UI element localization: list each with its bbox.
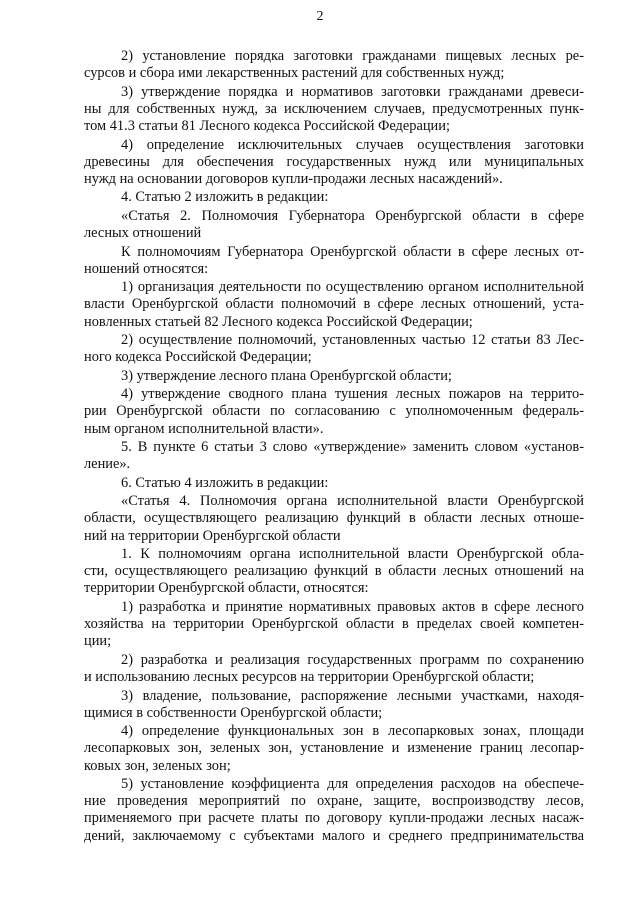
text-line: 2) разработка и реализация государственных программ по сохранению [121, 651, 584, 668]
text-line: ление». [84, 456, 131, 473]
text-line: 1) организация деятельности по осуществлению органом исполнительной [121, 279, 584, 296]
text-line: применяемого при расчете платы по договору купли-продажи лесных насаж- [84, 810, 584, 827]
text-line: лесопарковых зон, зеленых зон, установление и изменение границ лесопар- [84, 740, 584, 757]
text-line: 6. Статью 4 изложить в редакции: [121, 474, 329, 491]
text-line: хозяйства на территории Оренбургской области в пределах своей компетен- [84, 616, 584, 633]
text-line: 1) разработка и принятие нормативных правовых актов в сфере лесного [121, 598, 584, 615]
text-line: ковых зон, зеленых зон; [84, 757, 231, 774]
text-line: «Статья 2. Полномочия Губернатора Оренбургской области в сфере [121, 207, 584, 224]
text-line: ции; [84, 633, 112, 650]
page-number: 2 [316, 9, 324, 24]
text-line: 4) определение исключительных случаев осуществления заготовки [121, 136, 584, 153]
text-line: и использованию лесных ресурсов на территории Оренбургской области; [84, 669, 535, 686]
text-line: 3) владение, пользование, распоряжение лесными участками, находя- [121, 687, 584, 704]
text-line: сурсов и сбора ими лекарственных растений для собственных нужд; [84, 65, 505, 82]
text-line: новленных статьей 82 Лесного кодекса Российской Федерации; [84, 313, 473, 330]
text-line: древесины для обеспечения государственных нужд или муниципальных [84, 153, 584, 170]
text-line: 5) установление коэффициента для определения расходов на обеспече- [121, 776, 584, 793]
text-line: ны для собственных нужд, за исключением случаев, предусмотренных пунк- [84, 100, 584, 117]
text-line: 4. Статью 2 изложить в редакции: [121, 189, 329, 206]
text-line: власти Оренбургской области полномочий в сфере лесных отношений, уста- [84, 296, 584, 313]
text-line: сти, осуществляющего реализацию функций в области лесных отношений на [84, 563, 584, 580]
document-body [84, 48, 584, 845]
text-line: 3) утверждение лесного плана Оренбургской области; [121, 367, 452, 384]
text-line: «Статья 4. Полномочия органа исполнительной власти Оренбургской [121, 493, 584, 510]
text-line: 4) утверждение сводного плана тушения лесных пожаров на террито- [121, 386, 584, 403]
text-line: ношений относятся: [84, 260, 209, 277]
text-line: ние проведения мероприятий по охране, защите, воспроизводству лесов, [84, 793, 584, 810]
text-line: лесных отношений [84, 225, 202, 242]
text-line: К полномочиям Губернатора Оренбургской области в сфере лесных от- [121, 243, 584, 260]
text-line: том 41.3 статьи 81 Лесного кодекса Российской Федерации; [84, 118, 450, 135]
text-line: дений, заключаемому с субъектами малого и среднего предпринимательства [84, 827, 584, 844]
text-line: 1. К полномочиям органа исполнительной власти Оренбургской обла- [121, 546, 584, 563]
text-line: 3) утверждение порядка и нормативов заготовки гражданами древеси- [121, 83, 584, 100]
text-line: рии Оренбургской области по согласованию с уполномоченным федераль- [84, 403, 584, 420]
text-line: области, осуществляющего реализацию функций в области лесных отноше- [84, 510, 584, 527]
text-line: нужд на основании договоров купли-продажи лесных насаждений». [84, 170, 503, 187]
text-line: 2) установление порядка заготовки гражданами пищевых лесных ре- [121, 48, 584, 64]
text-line: 4) определение функциональных зон в лесопарковых зонах, площади [121, 723, 584, 740]
text-line: территории Оренбургской области, относятся: [84, 580, 369, 597]
text-line: ний на территории Оренбургской области [84, 527, 341, 544]
text-line: ным органом исполнительной власти». [84, 420, 324, 437]
text-line: 2) осуществление полномочий, установленных частью 12 статьи 83 Лес- [121, 332, 584, 349]
text-line: ного кодекса Российской Федерации; [84, 349, 312, 366]
text-line: щимися в собственности Оренбургской области; [84, 704, 383, 721]
text-line: 5. В пункте 6 статьи 3 слово «утверждение» заменить словом «установ- [121, 439, 584, 456]
